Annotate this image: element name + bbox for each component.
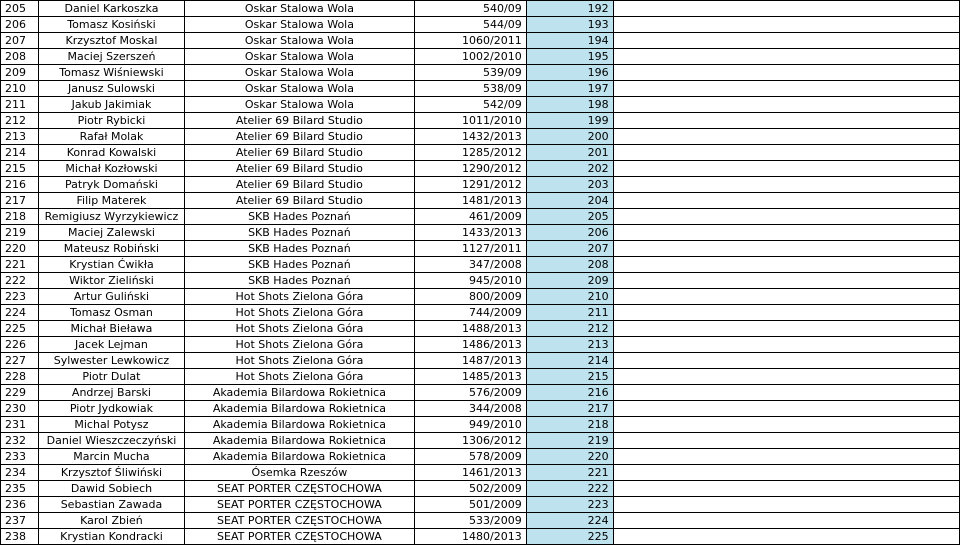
table-row [1, 241, 960, 257]
table-row [1, 465, 960, 481]
license-number: 1432/2013 [414, 129, 526, 145]
empty-cell [613, 305, 959, 321]
player-id: 193 [526, 17, 613, 33]
license-number: 542/09 [414, 97, 526, 113]
player-name: Remigiusz Wyrzykiewicz [38, 209, 184, 225]
license-number: 1480/2013 [414, 529, 526, 545]
row-number: 213 [1, 129, 39, 145]
table-row [1, 97, 960, 113]
empty-cell [613, 129, 959, 145]
row-number: 237 [1, 513, 39, 529]
player-id: 221 [526, 465, 613, 481]
row-number: 229 [1, 385, 39, 401]
license-number: 1002/2010 [414, 49, 526, 65]
row-number: 228 [1, 369, 39, 385]
license-number: 1433/2013 [414, 225, 526, 241]
player-id: 199 [526, 113, 613, 129]
license-number: 1481/2013 [414, 193, 526, 209]
license-number: 1285/2012 [414, 145, 526, 161]
row-number: 211 [1, 97, 39, 113]
row-number: 219 [1, 225, 39, 241]
player-name: Daniel Wieszczeczyński [38, 433, 184, 449]
player-id: 219 [526, 433, 613, 449]
license-number: 945/2010 [414, 273, 526, 289]
table-row [1, 337, 960, 353]
empty-cell [613, 513, 959, 529]
player-name: Janusz Sulowski [38, 81, 184, 97]
player-name: Tomasz Osman [38, 305, 184, 321]
player-name: Mateusz Robiński [38, 241, 184, 257]
row-number: 209 [1, 65, 39, 81]
empty-cell [613, 433, 959, 449]
row-number: 216 [1, 177, 39, 193]
club-name: Hot Shots Zielona Góra [184, 289, 414, 305]
row-number: 220 [1, 241, 39, 257]
empty-cell [613, 337, 959, 353]
license-number: 533/2009 [414, 513, 526, 529]
player-id: 210 [526, 289, 613, 305]
player-name: Tomasz Wiśniewski [38, 65, 184, 81]
license-number: 1127/2011 [414, 241, 526, 257]
player-name: Sylwester Lewkowicz [38, 353, 184, 369]
empty-cell [613, 353, 959, 369]
row-number: 224 [1, 305, 39, 321]
player-id: 224 [526, 513, 613, 529]
table-row [1, 17, 960, 33]
table-row [1, 257, 960, 273]
player-name: Andrzej Barski [38, 385, 184, 401]
empty-cell [613, 1, 959, 17]
row-number: 215 [1, 161, 39, 177]
table-row [1, 33, 960, 49]
player-id: 202 [526, 161, 613, 177]
table-row [1, 353, 960, 369]
club-name: Atelier 69 Bilard Studio [184, 113, 414, 129]
table-row [1, 65, 960, 81]
player-name: Artur Guliński [38, 289, 184, 305]
license-number: 1461/2013 [414, 465, 526, 481]
license-number: 544/09 [414, 17, 526, 33]
row-number: 207 [1, 33, 39, 49]
table-row [1, 81, 960, 97]
player-name: Krystian Kondracki [38, 529, 184, 545]
empty-cell [613, 417, 959, 433]
player-name: Piotr Rybicki [38, 113, 184, 129]
table-row [1, 401, 960, 417]
license-number: 1487/2013 [414, 353, 526, 369]
club-name: SEAT PORTER CZĘSTOCHOWA [184, 481, 414, 497]
club-name: Akademia Bilardowa Rokietnica [184, 433, 414, 449]
club-name: Oskar Stalowa Wola [184, 49, 414, 65]
club-name: Akademia Bilardowa Rokietnica [184, 449, 414, 465]
row-number: 226 [1, 337, 39, 353]
empty-cell [613, 49, 959, 65]
club-name: SEAT PORTER CZĘSTOCHOWA [184, 529, 414, 545]
license-number: 1306/2012 [414, 433, 526, 449]
club-name: Hot Shots Zielona Góra [184, 353, 414, 369]
player-name: Maciej Zalewski [38, 225, 184, 241]
empty-cell [613, 209, 959, 225]
club-name: Akademia Bilardowa Rokietnica [184, 401, 414, 417]
club-name: SKB Hades Poznań [184, 209, 414, 225]
player-id: 213 [526, 337, 613, 353]
club-name: SEAT PORTER CZĘSTOCHOWA [184, 513, 414, 529]
license-number: 576/2009 [414, 385, 526, 401]
player-name: Patryk Domański [38, 177, 184, 193]
empty-cell [613, 385, 959, 401]
club-name: Hot Shots Zielona Góra [184, 305, 414, 321]
empty-cell [613, 161, 959, 177]
player-id: 214 [526, 353, 613, 369]
row-number: 212 [1, 113, 39, 129]
row-number: 206 [1, 17, 39, 33]
license-number: 502/2009 [414, 481, 526, 497]
club-name: Hot Shots Zielona Góra [184, 321, 414, 337]
player-id: 223 [526, 497, 613, 513]
player-id: 207 [526, 241, 613, 257]
license-number: 578/2009 [414, 449, 526, 465]
player-id: 192 [526, 1, 613, 17]
player-name: Filip Materek [38, 193, 184, 209]
table-row [1, 529, 960, 545]
table-row [1, 305, 960, 321]
player-id: 196 [526, 65, 613, 81]
license-number: 461/2009 [414, 209, 526, 225]
row-number: 214 [1, 145, 39, 161]
player-id: 206 [526, 225, 613, 241]
player-name: Piotr Jydkowiak [38, 401, 184, 417]
empty-cell [613, 273, 959, 289]
table-row [1, 433, 960, 449]
club-name: Oskar Stalowa Wola [184, 1, 414, 17]
player-id: 216 [526, 385, 613, 401]
club-name: Hot Shots Zielona Góra [184, 369, 414, 385]
table-row [1, 289, 960, 305]
player-id: 203 [526, 177, 613, 193]
empty-cell [613, 193, 959, 209]
table-row [1, 161, 960, 177]
table-row [1, 225, 960, 241]
empty-cell [613, 81, 959, 97]
row-number: 230 [1, 401, 39, 417]
license-number: 1291/2012 [414, 177, 526, 193]
player-id: 201 [526, 145, 613, 161]
table-row [1, 513, 960, 529]
row-number: 208 [1, 49, 39, 65]
table-row [1, 145, 960, 161]
empty-cell [613, 17, 959, 33]
club-name: Atelier 69 Bilard Studio [184, 161, 414, 177]
player-id: 218 [526, 417, 613, 433]
player-name: Michal Potysz [38, 417, 184, 433]
player-id: 208 [526, 257, 613, 273]
license-number: 344/2008 [414, 401, 526, 417]
players-table-body [1, 1, 960, 545]
table-row [1, 273, 960, 289]
empty-cell [613, 113, 959, 129]
player-name: Jakub Jakimiak [38, 97, 184, 113]
player-name: Daniel Karkoszka [38, 1, 184, 17]
empty-cell [613, 225, 959, 241]
club-name: Atelier 69 Bilard Studio [184, 145, 414, 161]
player-id: 209 [526, 273, 613, 289]
club-name: Akademia Bilardowa Rokietnica [184, 385, 414, 401]
player-id: 198 [526, 97, 613, 113]
empty-cell [613, 321, 959, 337]
player-name: Krzysztof Śliwiński [38, 465, 184, 481]
player-name: Piotr Dulat [38, 369, 184, 385]
player-name: Dawid Sobiech [38, 481, 184, 497]
license-number: 539/09 [414, 65, 526, 81]
club-name: Oskar Stalowa Wola [184, 17, 414, 33]
row-number: 238 [1, 529, 39, 545]
club-name: Atelier 69 Bilard Studio [184, 129, 414, 145]
row-number: 234 [1, 465, 39, 481]
player-name: Krystian Ćwikła [38, 257, 184, 273]
table-row [1, 369, 960, 385]
table-row [1, 209, 960, 225]
club-name: Oskar Stalowa Wola [184, 65, 414, 81]
license-number: 501/2009 [414, 497, 526, 513]
player-id: 204 [526, 193, 613, 209]
row-number: 233 [1, 449, 39, 465]
club-name: Atelier 69 Bilard Studio [184, 193, 414, 209]
row-number: 217 [1, 193, 39, 209]
player-id: 215 [526, 369, 613, 385]
club-name: SEAT PORTER CZĘSTOCHOWA [184, 497, 414, 513]
license-number: 1486/2013 [414, 337, 526, 353]
row-number: 231 [1, 417, 39, 433]
license-number: 1488/2013 [414, 321, 526, 337]
table-row [1, 481, 960, 497]
player-id: 195 [526, 49, 613, 65]
empty-cell [613, 177, 959, 193]
row-number: 223 [1, 289, 39, 305]
table-row [1, 321, 960, 337]
license-number: 800/2009 [414, 289, 526, 305]
table-row [1, 449, 960, 465]
player-name: Konrad Kowalski [38, 145, 184, 161]
row-number: 218 [1, 209, 39, 225]
table-row [1, 193, 960, 209]
table-row [1, 385, 960, 401]
row-number: 210 [1, 81, 39, 97]
empty-cell [613, 497, 959, 513]
empty-cell [613, 145, 959, 161]
club-name: SKB Hades Poznań [184, 273, 414, 289]
row-number: 227 [1, 353, 39, 369]
row-number: 225 [1, 321, 39, 337]
player-id: 197 [526, 81, 613, 97]
club-name: SKB Hades Poznań [184, 257, 414, 273]
table-row [1, 417, 960, 433]
player-name: Jacek Lejman [38, 337, 184, 353]
license-number: 1011/2010 [414, 113, 526, 129]
player-name: Michał Bieława [38, 321, 184, 337]
empty-cell [613, 289, 959, 305]
player-id: 194 [526, 33, 613, 49]
empty-cell [613, 369, 959, 385]
license-number: 949/2010 [414, 417, 526, 433]
license-number: 1485/2013 [414, 369, 526, 385]
player-id: 212 [526, 321, 613, 337]
row-number: 205 [1, 1, 39, 17]
player-name: Tomasz Kosiński [38, 17, 184, 33]
player-name: Krzysztof Moskal [38, 33, 184, 49]
license-number: 744/2009 [414, 305, 526, 321]
club-name: Oskar Stalowa Wola [184, 33, 414, 49]
player-id: 205 [526, 209, 613, 225]
empty-cell [613, 65, 959, 81]
empty-cell [613, 241, 959, 257]
license-number: 347/2008 [414, 257, 526, 273]
empty-cell [613, 97, 959, 113]
license-number: 1290/2012 [414, 161, 526, 177]
club-name: Oskar Stalowa Wola [184, 81, 414, 97]
license-number: 540/09 [414, 1, 526, 17]
table-row [1, 497, 960, 513]
empty-cell [613, 449, 959, 465]
club-name: Atelier 69 Bilard Studio [184, 177, 414, 193]
empty-cell [613, 465, 959, 481]
player-name: Marcin Mucha [38, 449, 184, 465]
club-name: SKB Hades Poznań [184, 225, 414, 241]
empty-cell [613, 33, 959, 49]
table-row [1, 49, 960, 65]
license-number: 1060/2011 [414, 33, 526, 49]
club-name: Akademia Bilardowa Rokietnica [184, 417, 414, 433]
row-number: 222 [1, 273, 39, 289]
row-number: 232 [1, 433, 39, 449]
table-row [1, 113, 960, 129]
table-row [1, 177, 960, 193]
player-name: Rafał Molak [38, 129, 184, 145]
club-name: Hot Shots Zielona Góra [184, 337, 414, 353]
empty-cell [613, 529, 959, 545]
player-name: Wiktor Zieliński [38, 273, 184, 289]
table-row [1, 129, 960, 145]
player-name: Karol Zbień [38, 513, 184, 529]
player-id: 217 [526, 401, 613, 417]
row-number: 221 [1, 257, 39, 273]
table-row [1, 1, 960, 17]
empty-cell [613, 401, 959, 417]
empty-cell [613, 257, 959, 273]
player-name: Sebastian Zawada [38, 497, 184, 513]
player-name: Michał Kozłowski [38, 161, 184, 177]
player-id: 200 [526, 129, 613, 145]
license-number: 538/09 [414, 81, 526, 97]
club-name: SKB Hades Poznań [184, 241, 414, 257]
player-id: 211 [526, 305, 613, 321]
club-name: Ósemka Rzeszów [184, 465, 414, 481]
row-number: 236 [1, 497, 39, 513]
player-id: 222 [526, 481, 613, 497]
player-id: 225 [526, 529, 613, 545]
empty-cell [613, 481, 959, 497]
player-id: 220 [526, 449, 613, 465]
club-name: Oskar Stalowa Wola [184, 97, 414, 113]
row-number: 235 [1, 481, 39, 497]
player-name: Maciej Szerszeń [38, 49, 184, 65]
